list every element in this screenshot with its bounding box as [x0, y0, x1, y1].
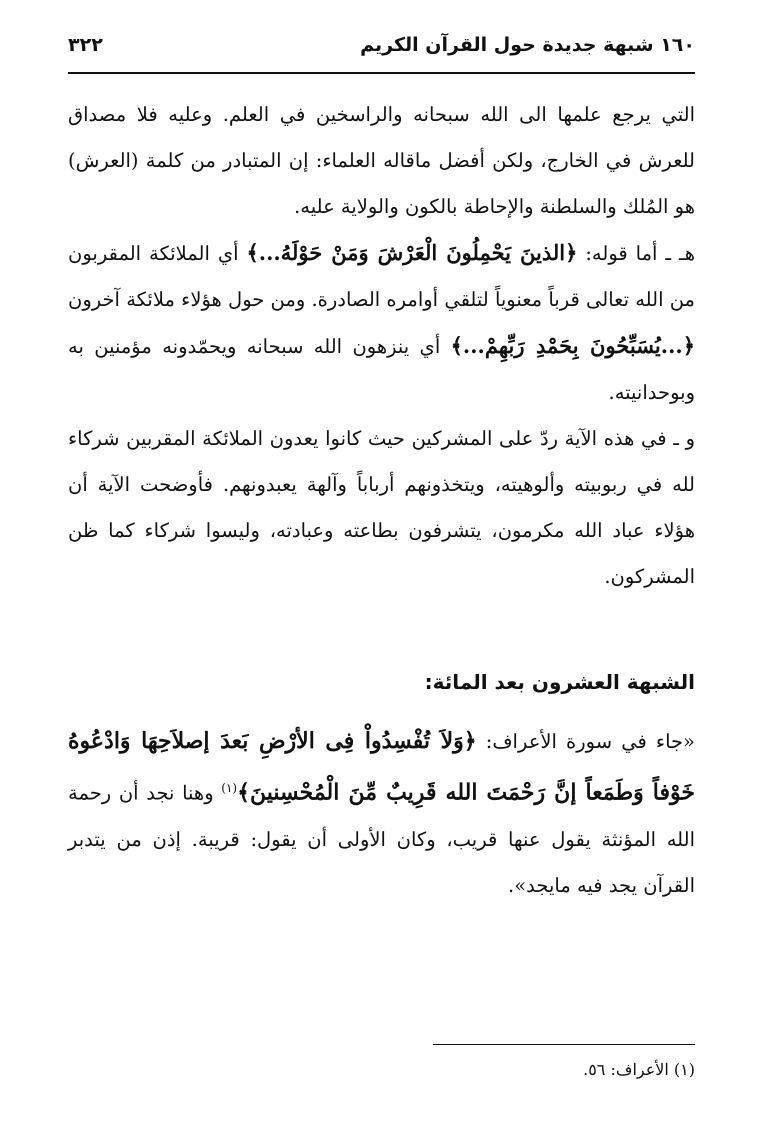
p2-middle: أي الملائكة المقربون من الله تعالى قرباً معنوياً لتلقي أوامره الصادرة. ومن حول هؤلاء ملائكة آخرون — [68, 242, 695, 311]
quran-verse-araf: ﴿وَلاَ تُفْسِدُواْ فِى الأرْضِ بَعدَ إصلاَحِهَا وَادْعُوهُ خَوْفاً وَطَمَعاً إنَّ رَحْمَتَ الله قَرِيبٌ مِّنَ الْمُحْسِنينَ﴾ — [68, 728, 695, 806]
quote-prefix: «جاء في سورة الأعراف: — [476, 730, 695, 753]
section-paragraph — [68, 718, 695, 909]
footnote: (١) الأعراف: ٥٦. — [583, 1060, 695, 1079]
quote-suffix: وهنا نجد أن رحمة الله المؤنثة يقول عنها قريب، وكان الأولى أن يقول: قريبة. إذن من يتدبر القرآن يجد فيه مايجد». — [68, 781, 695, 897]
page-header — [68, 22, 695, 74]
paragraph-1: التي يرجع علمها الى الله سبحانه والراسخين في العلم. وعليه فلا مصداق للعرش في الخارج، ولكن أفضل ماقاله العلماء: إن المتبادر من كلمة (العرش) هو المُلك والسلطنة والإحاطة بالكون والولاية عليه. — [68, 103, 695, 218]
footnote-divider — [433, 1044, 695, 1045]
p2-prefix: هـ ـ أما قوله: — [577, 242, 695, 265]
quran-verse-1: ﴿الذينَ يَحْمِلُونَ الْعَرْشَ وَمَنْ حَوْلَهُ...﴾ — [246, 240, 578, 265]
footnote-mark: (١) — [221, 781, 238, 795]
page-number: ٣٢٢ — [68, 34, 103, 56]
book-title: ١٦٠ شبهة جديدة حول القرآن الكريم — [360, 34, 695, 56]
paragraph-2 — [68, 230, 695, 416]
quran-verse-2: ﴿...يُسَبِّحُونَ بِحَمْدِ رَبِّهِمْ...﴾ — [450, 333, 696, 358]
p2-suffix: أي ينزهون الله سبحانه ويحمّدونه مؤمنين به وبوحدانيته. — [68, 335, 695, 404]
paragraph-3: و ـ في هذه الآية ردّ على المشركين حيث كانوا يعدون الملائكة المقربين شركاء لله في ربوبيته وألوهيته، ويتخذونهم أرباباً وآلهة يعبدونهم. فأوضحت الآية أن هؤلاء عباد الله مكرمون، يتشرفون بطاعته وعبادته، وليسوا شركاء كما ظن المشركون. — [68, 427, 695, 588]
page-content — [68, 92, 695, 909]
section-title: الشبهة العشرون بعد المائة: — [424, 670, 695, 694]
